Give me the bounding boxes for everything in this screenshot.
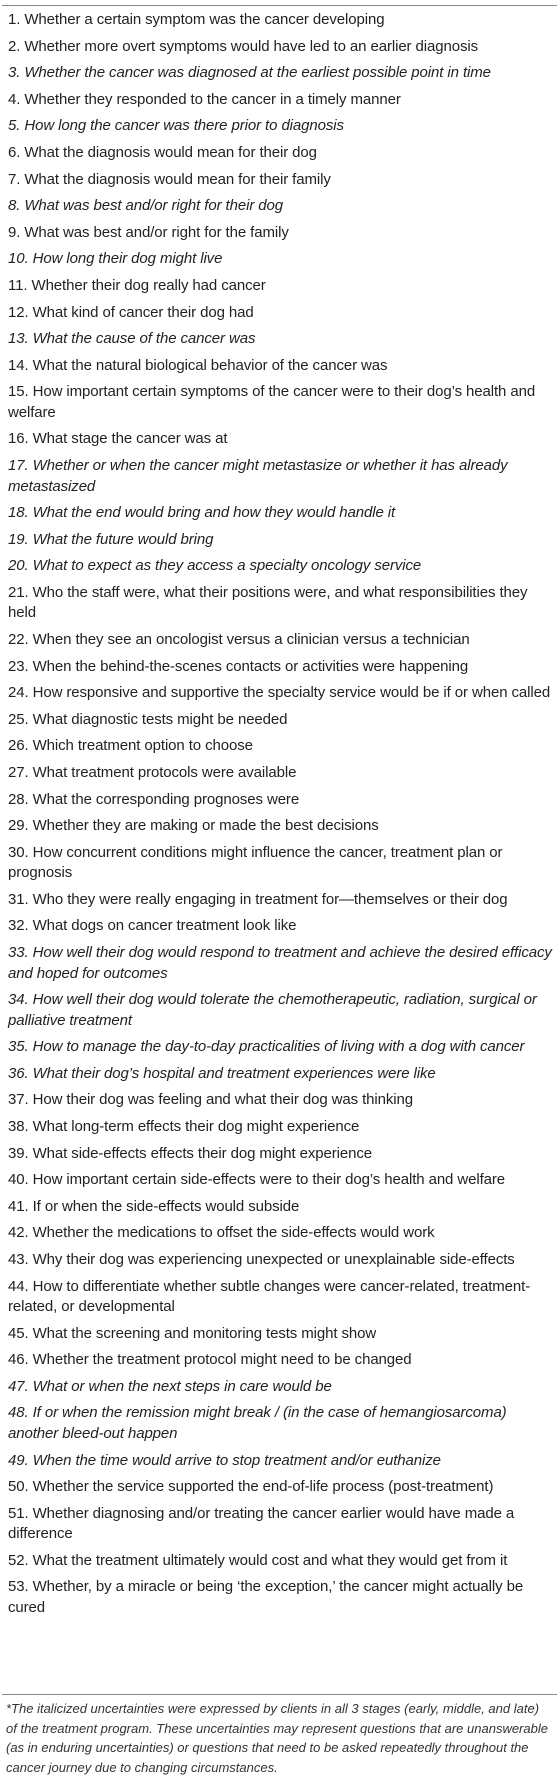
uncertainty-list	[0, 10, 559, 1624]
uncertainty-item: 12. What kind of cancer their dog had	[8, 303, 254, 321]
table-bottom-rule	[2, 1694, 557, 1695]
uncertainty-item: 42. Whether the medications to offset the side-effects would work	[8, 1224, 435, 1242]
uncertainty-item: 10. How long their dog might live	[8, 250, 223, 268]
uncertainty-item: 26. Which treatment option to choose	[8, 737, 253, 755]
uncertainty-item: 16. What stage the cancer was at	[8, 430, 228, 448]
uncertainty-item: 29. Whether they are making or made the best decisions	[8, 817, 379, 835]
uncertainty-item: 23. When the behind-the-scenes contacts or activities were happening	[8, 657, 469, 675]
uncertainty-item: 11. Whether their dog really had cancer	[8, 276, 266, 294]
uncertainty-item: 5. How long the cancer was there prior to diagnosis	[8, 117, 344, 135]
uncertainty-item: 4. Whether they responded to the cancer in a timely manner	[8, 90, 401, 108]
uncertainty-item: 44. How to differentiate whether subtle changes were cancer-related, treatment-related, or developmental	[8, 1277, 531, 1316]
uncertainty-item: 40. How important certain side-effects were to their dog’s health and welfare	[8, 1171, 506, 1189]
table-footnote: *The italicized uncertainties were expressed by clients in all 3 stages (early, middle, and late) of the treatment program. These uncertainties may represent questions that are unanswerable (as in enduring uncertainties) or questions that need to be asked repeatedly throughout the cancer journey due to changing circumstances.	[6, 1701, 548, 1775]
uncertainty-item: 41. If or when the side-effects would subside	[8, 1197, 300, 1215]
uncertainty-item: 15. How important certain symptoms of the cancer were to their dog’s health and welfare	[8, 383, 536, 421]
uncertainty-item: 14. What the natural biological behavior of the cancer was	[8, 356, 388, 374]
uncertainty-item: 35. How to manage the day-to-day practicalities of living with a dog with cancer	[8, 1038, 525, 1056]
uncertainty-item: 39. What side-effects effects their dog might experience	[8, 1144, 373, 1162]
uncertainty-item: 43. Why their dog was experiencing unexpected or unexplainable side-effects	[8, 1250, 515, 1268]
uncertainty-item: 9. What was best and/or right for the family	[8, 223, 289, 241]
uncertainty-item: 52. What the treatment ultimately would cost and what they would get from it	[8, 1551, 508, 1569]
uncertainty-item: 27. What treatment protocols were available	[8, 763, 297, 781]
uncertainty-item: 33. How well their dog would respond to treatment and achieve the desired efficacy and hoped for outcomes	[8, 944, 552, 982]
uncertainty-item: 34. How well their dog would tolerate the chemotherapeutic, radiation, surgical or palliative treatment	[8, 991, 537, 1029]
uncertainty-item: 8. What was best and/or right for their dog	[8, 197, 284, 215]
uncertainty-item: 30. How concurrent conditions might influence the cancer, treatment plan or prognosis	[8, 843, 503, 882]
uncertainty-item: 51. Whether diagnosing and/or treating the cancer earlier would have made a difference	[8, 1504, 515, 1543]
uncertainty-item: 48. If or when the remission might break / (in the case of hemangiosarcoma) another bleed-out happen	[8, 1404, 507, 1442]
uncertainty-item: 32. What dogs on cancer treatment look like	[8, 917, 297, 935]
uncertainty-item: 21. Who the staff were, what their positions were, and what responsibilities they held	[8, 583, 528, 622]
uncertainty-item: 49. When the time would arrive to stop treatment and/or euthanize	[8, 1451, 441, 1469]
uncertainty-item: 6. What the diagnosis would mean for their dog	[8, 143, 317, 161]
uncertainty-item: 22. When they see an oncologist versus a clinician versus a technician	[8, 630, 470, 648]
uncertainty-item: 19. What the future would bring	[8, 530, 214, 548]
uncertainty-item: 1. Whether a certain symptom was the cancer developing	[8, 11, 385, 28]
uncertainty-item: 3. Whether the cancer was diagnosed at the earliest possible point in time	[8, 64, 491, 82]
uncertainty-item: 45. What the screening and monitoring tests might show	[8, 1324, 377, 1342]
uncertainty-item: 31. Who they were really engaging in treatment for—themselves or their dog	[8, 890, 508, 908]
uncertainty-item: 50. Whether the service supported the end-of-life process (post-treatment)	[8, 1478, 494, 1496]
uncertainty-item: 24. How responsive and supportive the specialty service would be if or when called	[8, 684, 551, 702]
uncertainty-item: 20. What to expect as they access a specialty oncology service	[8, 557, 422, 575]
uncertainty-item: 53. Whether, by a miracle or being ‘the exception,’ the cancer might actually be cured	[8, 1578, 524, 1616]
uncertainty-item: 25. What diagnostic tests might be needed	[8, 710, 288, 728]
uncertainty-item: 37. How their dog was feeling and what their dog was thinking	[8, 1091, 413, 1109]
uncertainty-item: 2. Whether more overt symptoms would have led to an earlier diagnosis	[8, 37, 478, 55]
uncertainty-item: 7. What the diagnosis would mean for their family	[8, 170, 331, 188]
table-top-rule	[2, 5, 557, 6]
uncertainty-item: 13. What the cause of the cancer was	[8, 330, 256, 348]
uncertainty-item: 38. What long-term effects their dog might experience	[8, 1117, 360, 1135]
uncertainty-item: 28. What the corresponding prognoses were	[8, 790, 300, 808]
uncertainty-item: 36. What their dog’s hospital and treatment experiences were like	[8, 1064, 436, 1082]
uncertainty-item: 47. What or when the next steps in care would be	[8, 1377, 332, 1395]
uncertainty-item: 46. Whether the treatment protocol might need to be changed	[8, 1351, 412, 1369]
uncertainty-item: 17. Whether or when the cancer might metastasize or whether it has already metastasized	[8, 457, 508, 495]
uncertainty-item: 18. What the end would bring and how they would handle it	[8, 504, 396, 522]
